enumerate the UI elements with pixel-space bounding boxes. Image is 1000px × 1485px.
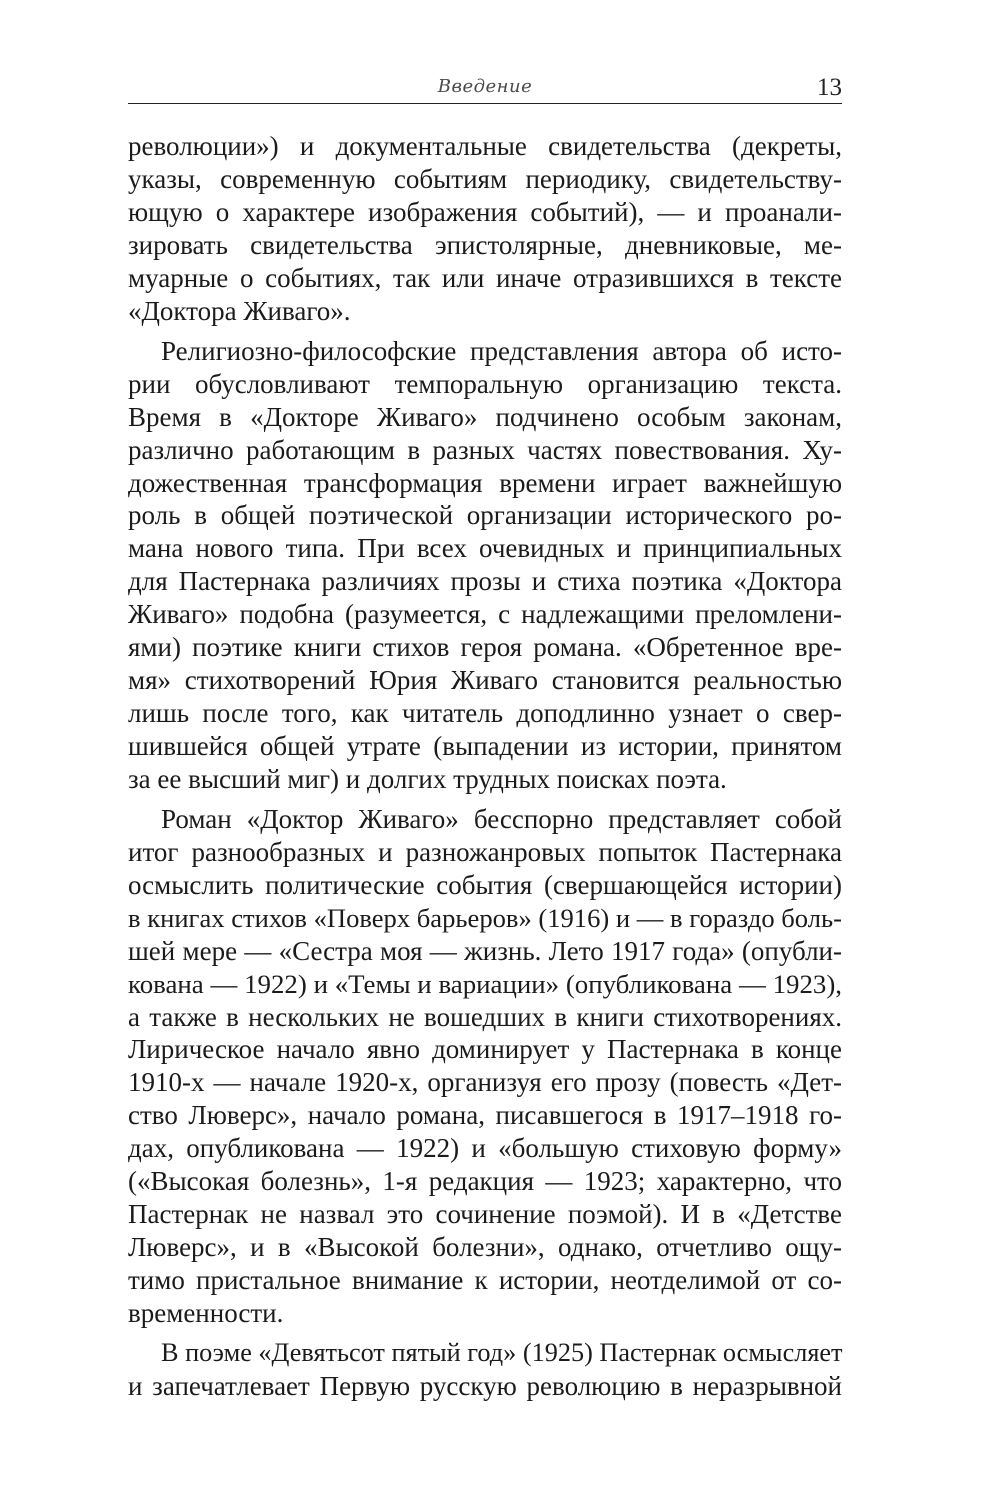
text-line: 1910-х — начале 1920-х, организуя его прозу (повесть «Дет-: [128, 1067, 842, 1098]
text-line: тимо пристальное внимание к истории, неотделимой от со-: [128, 1264, 842, 1295]
running-title: Введение: [437, 76, 533, 97]
text-line: лишь после того, как читатель доподлинно узнает о свер-: [128, 697, 842, 728]
paragraph-gap: [128, 1330, 842, 1338]
body-text: [128, 130, 842, 1403]
text-line: мана нового типа. При всех очевидных и принципиальных: [128, 533, 842, 564]
page-number: 13: [817, 74, 842, 101]
text-line: рии обусловливают темпоральную организацию текста.: [128, 368, 842, 399]
text-line: временности.: [128, 1297, 284, 1328]
text-line: зировать свидетельства эпистолярные, дневниковые, ме-: [128, 229, 842, 260]
text-line: Живаго» подобна (разумеется, с надлежащими преломлени-: [128, 599, 842, 630]
header-rule: [128, 103, 842, 104]
text-line: за ее высший миг) и долгих трудных поисках поэта.: [128, 763, 727, 794]
text-line: мя» стихотворений Юрия Живаго становится реальностью: [128, 665, 842, 695]
paragraph-gap: [128, 327, 842, 335]
text-line: в книгах стихов «Поверх барьеров» (1916) и — в гораздо боль-: [128, 902, 842, 933]
text-line: («Высокая болезнь», 1-я редакция — 1923; характерно, что: [128, 1166, 842, 1197]
text-line: дах, опубликована — 1922) и «большую стиховую форму»: [128, 1133, 842, 1164]
text-line: указы, современную событиям периодику, свидетельству-: [128, 163, 842, 194]
text-line: ство Люверс», начало романа, писавшегося в 1917–1918 го-: [128, 1100, 842, 1131]
text-line: Религиозно-философские представления автора об исто-: [161, 335, 842, 366]
text-line: осмыслить политические события (свершающейся истории): [128, 869, 842, 900]
text-line: Время в «Докторе Живаго» подчинено особым законам,: [128, 401, 842, 432]
text-line: кована — 1922) и «Темы и вариации» (опубликована — 1923),: [128, 968, 842, 999]
text-line: Лирическое начало явно доминирует у Пастернака в конце: [128, 1034, 842, 1065]
paragraph: [128, 1337, 842, 1403]
text-line: Роман «Доктор Живаго» бесспорно представляет собой: [161, 804, 842, 835]
paragraph: [128, 803, 842, 1330]
paragraph-gap: [128, 796, 842, 804]
text-line: и запечатлевает Первую русскую революцию в неразрывной: [128, 1371, 842, 1402]
text-line: итог разнообразных и разножанровых попыток Пастернака: [128, 837, 842, 868]
text-line: роль в общей поэтической организации исторического ро-: [128, 500, 842, 531]
paragraph: [128, 335, 842, 796]
text-line: шей мере — «Сестра моя — жизнь. Лето 1917 года» (опубли-: [128, 935, 842, 966]
running-header: [128, 74, 842, 104]
text-line: дожественная трансформация времени играет важнейшую: [128, 467, 842, 498]
text-line: ющую о характере изображения событий), — и проанали-: [128, 196, 842, 227]
text-line: шившейся общей утрате (выпадении из истории, принятом: [128, 730, 842, 761]
text-line: для Пастернака различиях прозы и стиха поэтика «Доктора: [128, 566, 842, 597]
text-line: а также в нескольких не вошедших в книги стихотворениях.: [128, 1001, 842, 1032]
text-line: революции») и документальные свидетельства (декреты,: [128, 131, 842, 161]
text-line: Пастернак не назвал это сочинение поэмой). И в «Детстве: [128, 1199, 842, 1229]
text-line: В поэме «Девятьсот пятый год» (1925) Пастернак осмысляет: [161, 1338, 843, 1368]
text-line: Люверс», и в «Высокой болезни», однако, отчетливо ощу-: [128, 1231, 842, 1262]
text-line: «Доктора Живаго».: [128, 295, 351, 326]
text-line: муарные о событиях, так или иначе отразившихся в тексте: [128, 262, 842, 293]
text-line: ями) поэтике книги стихов героя романа. «Обретенное вре-: [128, 632, 842, 663]
text-line: различно работающим в разных частях повествования. Ху-: [128, 434, 842, 465]
paragraph: [128, 130, 842, 327]
